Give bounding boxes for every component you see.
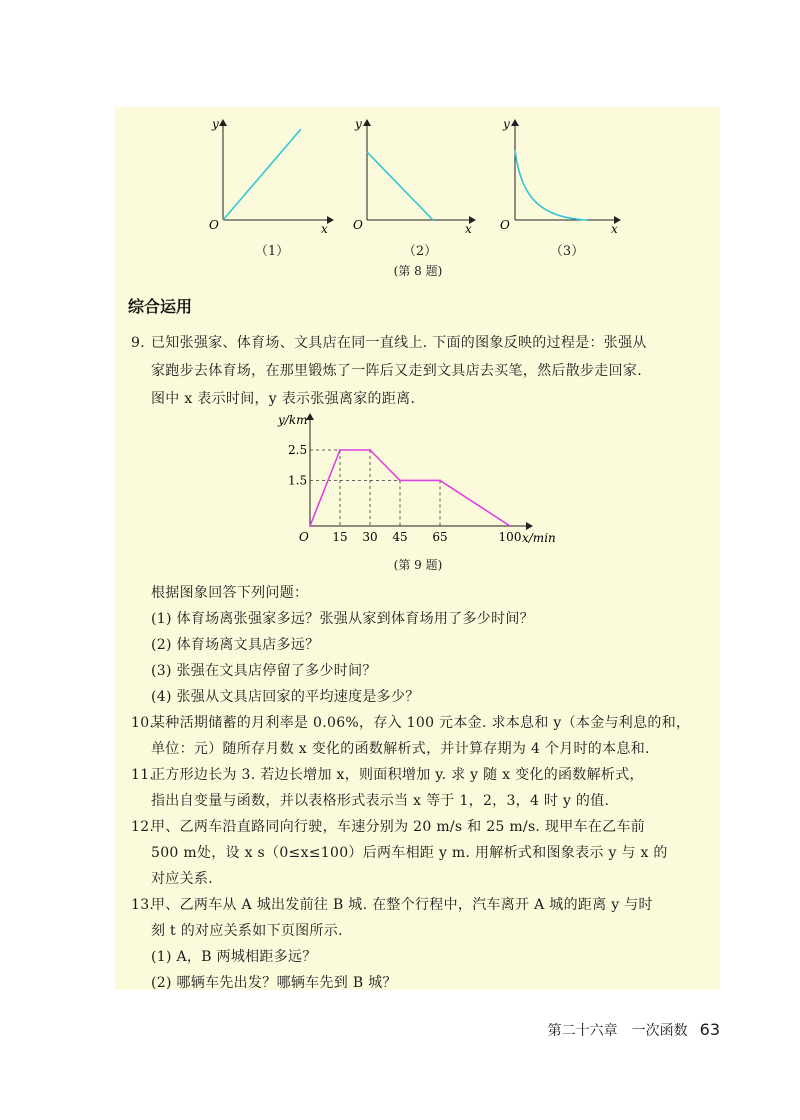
graph-1-x-label: x — [321, 222, 328, 236]
graph-2-label: （2） — [402, 244, 438, 259]
chapter-title: 第二十六章 一次函数 — [547, 1023, 688, 1039]
q12-line-2: 500 m处，设 x s（0≤x≤100）后两车相距 y m. 用解析式和图象表示 y 与 x 的 — [151, 845, 668, 861]
data-point-1 — [339, 449, 341, 451]
data-point-5 — [509, 525, 511, 527]
q13-line-1: 13.甲、乙两车从 A 城出发前往 B 城. 在整个行程中，汽车离开 A 城的距离 y 与时 — [131, 897, 653, 913]
q9-sub-4: (4) 张强从文具店回家的平均速度是多少？ — [151, 689, 420, 705]
q13-line-2: 刻 t 的对应关系如下页图所示. — [151, 923, 343, 939]
y-tick-1-5: 1.5 — [288, 473, 308, 488]
q11-line-1: 11.正方形边长为 3. 若边长增加 x，则面积增加 y. 求 y 随 x 变化的函数解析式， — [131, 767, 644, 783]
x-tick-65: 65 — [432, 530, 448, 544]
x-tick-45: 45 — [392, 530, 408, 544]
fig9-caption: (第 9 题) — [393, 558, 443, 572]
q10-line-2: 单位：元）随所存月数 x 变化的函数解析式，并计算存期为 4 个月时的本息和. — [151, 741, 650, 757]
q9-chart — [270, 408, 570, 548]
x-tick-15: 15 — [332, 530, 348, 544]
q9-line-3: 图中 x 表示时间，y 表示张强离家的距离. — [151, 391, 416, 407]
data-point-4 — [439, 479, 441, 481]
graph-3-x-label: x — [611, 222, 618, 236]
q12-line-3: 对应关系. — [151, 871, 213, 887]
q10-line-1: 10.某种活期储蓄的月利率是 0.06%，存入 100 元本金. 求本息和 y（本金与利息的和， — [131, 715, 691, 731]
graph-3 — [500, 117, 620, 236]
graph-1-y-label: y — [212, 117, 219, 131]
x-tick-30: 30 — [362, 530, 378, 544]
graph-1-origin: O — [209, 218, 219, 232]
graph-1-label: （1） — [254, 244, 290, 259]
graph-1-line — [223, 129, 301, 220]
graph-1 — [209, 117, 333, 236]
x-axis-label: x/min — [522, 531, 556, 545]
y-axis-label: y/km — [278, 413, 308, 427]
page-number: 63 — [699, 1020, 720, 1039]
fig8-graphs — [195, 112, 665, 257]
q11-number: 11. — [131, 767, 155, 783]
q13-sub-2: (2) 哪辆车先出发？哪辆车先到 B 城？ — [151, 975, 397, 991]
q12-line-1: 12.甲、乙两车沿直路同向行驶，车速分别为 20 m/s 和 25 m/s. 现甲车在乙车前 — [131, 819, 646, 835]
graph-2-y-label: y — [355, 117, 362, 131]
page-footer — [548, 1020, 720, 1040]
q9-line-2: 家跑步去体育场，在那里锻炼了一阵后又走到文具店去买笔，然后散步走回家. — [151, 363, 642, 379]
q9-number: 9. — [131, 335, 145, 351]
graph-3-y-label: y — [503, 117, 510, 131]
q12-number: 12. — [131, 819, 155, 835]
q9-intro: 根据图象回答下列问题： — [151, 585, 309, 601]
q13-number: 13. — [131, 897, 155, 913]
data-point-3 — [399, 479, 401, 481]
section-title: 综合运用 — [128, 297, 193, 316]
graph-2 — [353, 117, 475, 236]
x-tick-100: 100 — [498, 530, 522, 544]
graph-3-curve — [515, 150, 587, 220]
q13-sub-1: (1) A，B 两城相距多远？ — [151, 949, 317, 965]
graph-2-line — [367, 152, 433, 220]
graph-3-label: （3） — [549, 244, 585, 259]
q9-sub-1: (1) 体育场离张强家多远？张强从家到体育场用了多少时间？ — [151, 611, 534, 627]
q9-sub-2: (2) 体育场离文具店多远？ — [151, 637, 320, 653]
q9-line-1: 9. 已知张强家、体育场、文具店在同一直线上. 下面的图象反映的过程是：张强从 — [131, 335, 647, 351]
graph-2-origin: O — [353, 218, 363, 232]
data-point-0 — [309, 525, 311, 527]
data-point-2 — [369, 449, 371, 451]
y-tick-2-5: 2.5 — [288, 443, 308, 457]
q11-line-2: 指出自变量与函数，并以表格形式表示当 x 等于 1，2，3，4 时 y 的值. — [151, 793, 610, 809]
q9-sub-3: (3) 张强在文具店停留了多少时间？ — [151, 663, 377, 679]
graph-2-x-label: x — [465, 222, 472, 236]
q10-number: 10. — [131, 715, 155, 731]
fig8-caption: (第 8 题) — [393, 264, 443, 278]
origin-label: O — [299, 530, 309, 544]
graph-3-origin: O — [500, 218, 510, 232]
